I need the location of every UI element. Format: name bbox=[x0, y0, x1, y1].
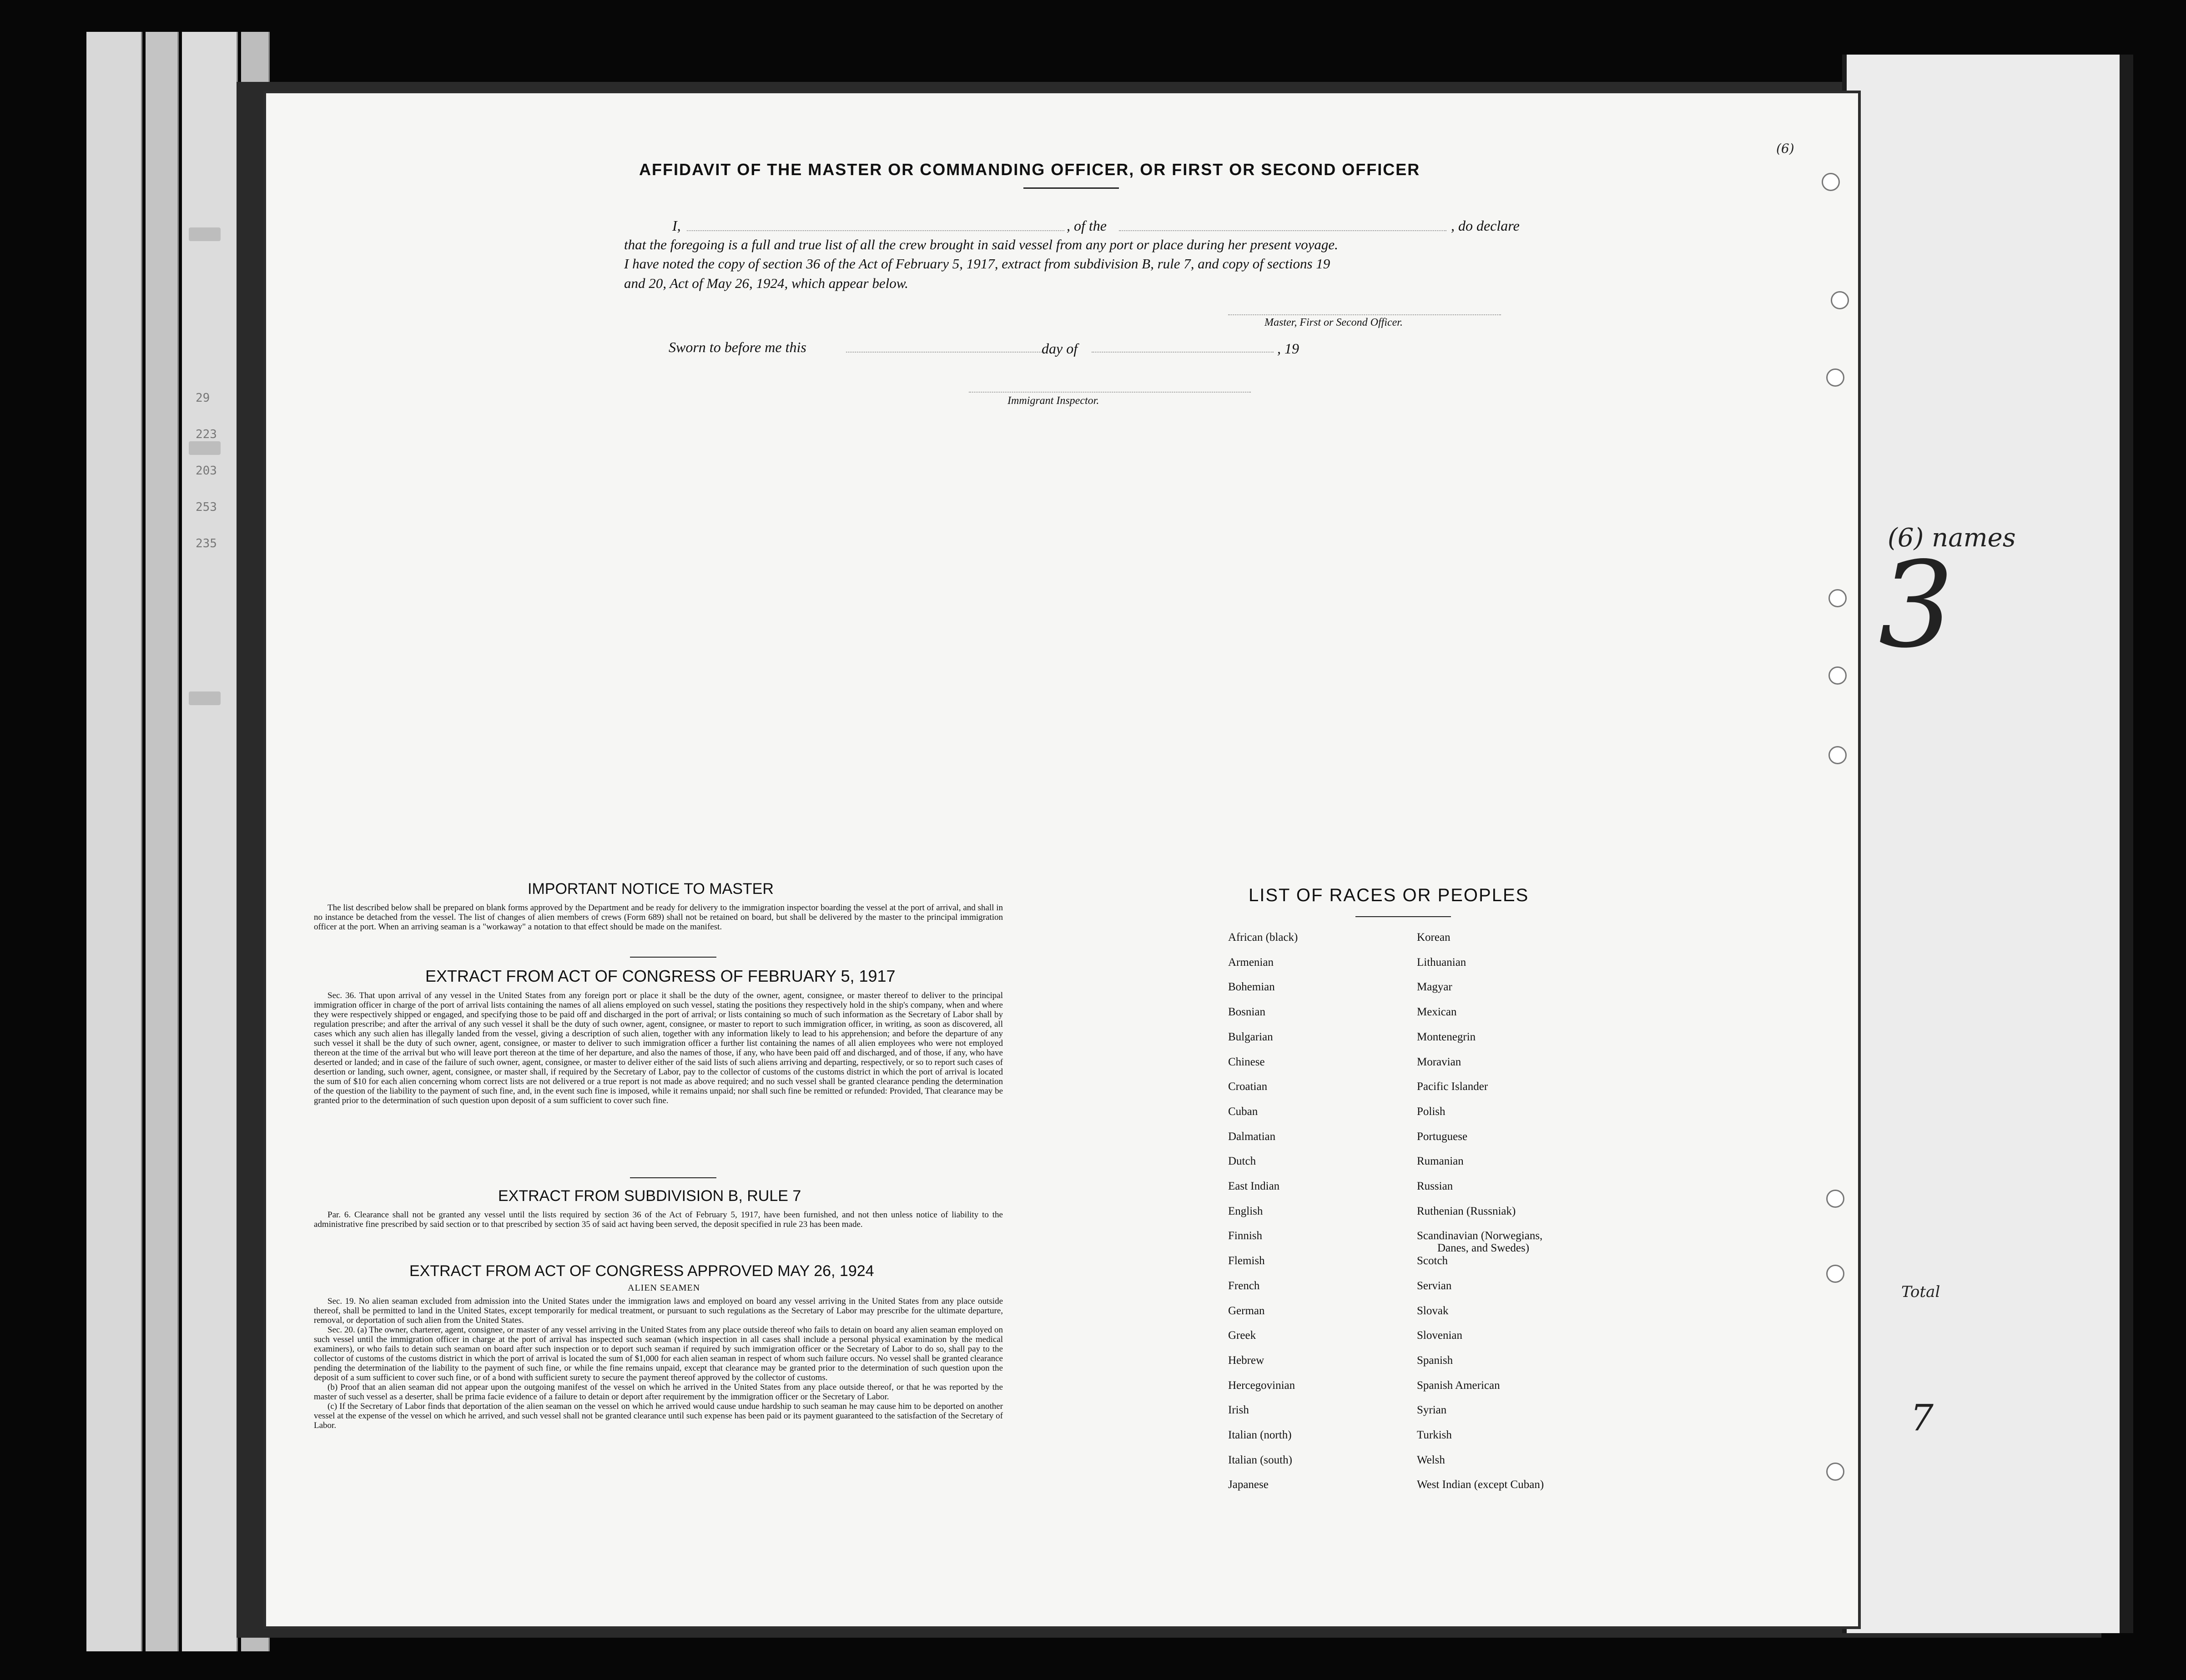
race-item: Irish bbox=[1228, 1404, 1249, 1417]
race-item: Korean bbox=[1417, 931, 1451, 943]
sworn-text: Sworn to before me this bbox=[669, 339, 806, 355]
race-item: Mexican bbox=[1417, 1006, 1457, 1019]
punch-hole bbox=[1828, 589, 1847, 607]
binder-tab bbox=[189, 227, 221, 241]
race-item: Greek bbox=[1228, 1329, 1256, 1342]
handwritten-numeral: 7 bbox=[1910, 1397, 1934, 1439]
race-item: Servian bbox=[1417, 1279, 1452, 1292]
punch-hole bbox=[1826, 1463, 1844, 1481]
extract-1917-text bbox=[314, 991, 1003, 1105]
race-item: East Indian bbox=[1228, 1180, 1280, 1192]
race-item: German bbox=[1228, 1304, 1265, 1317]
race-item-continued: Danes, and Swedes) bbox=[1437, 1242, 1530, 1255]
race-item: Hercegovinian bbox=[1228, 1379, 1295, 1392]
handwritten-numeral: 3 bbox=[1879, 537, 1954, 674]
race-item: Scotch bbox=[1417, 1255, 1448, 1267]
margin-stamp: 235 bbox=[196, 537, 217, 550]
affidavit-i: I, bbox=[672, 217, 681, 234]
race-item: Magyar bbox=[1417, 981, 1452, 994]
par-6-paragraph: Par. 6. Clearance shall not be granted any vessel until the lists required by section 36 of the Act of February 5, 1917, have been furnished, and not then unless notice of liability to the administrative fine prescribed by said section or to that prescribed by section 35 of said act having been served, the deposit specified in rule 23 has been made. bbox=[314, 1210, 1003, 1229]
affidavit-line3: I have noted the copy of section 36 of the Act of February 5, 1917, extract from subdivision B, rule 7, and copy of sections 19 bbox=[624, 256, 1330, 272]
race-item: African (black) bbox=[1228, 931, 1298, 943]
race-item: Moravian bbox=[1417, 1055, 1461, 1068]
race-item: Japanese bbox=[1228, 1478, 1269, 1491]
race-item: Spanish American bbox=[1417, 1379, 1500, 1392]
signature-blank bbox=[1228, 314, 1501, 315]
race-item: Russian bbox=[1417, 1180, 1453, 1192]
page-edge bbox=[182, 32, 238, 1651]
handwritten-total-label: Total bbox=[1901, 1283, 1940, 1301]
race-item: Slovak bbox=[1417, 1304, 1449, 1317]
punch-hole bbox=[1826, 1190, 1844, 1208]
page-edge bbox=[146, 32, 179, 1651]
sec-20b-paragraph: (b) Proof that an alien seaman did not appear upon the outgoing manifest of the vessel on which he arrived in the United States from any place outside thereof, or that he was reported by the master of such vessel as a deserter, shall be prima facie evidence of a failure to detain or deport after requirement by the immigration officer or the Secretary of Labor. bbox=[314, 1382, 1003, 1402]
punch-hole bbox=[1822, 173, 1840, 191]
affidavit-line2: that the foregoing is a full and true list of all the crew brought in said vessel from any port or place during her present voyage. bbox=[624, 237, 1338, 252]
race-item: Lithuanian bbox=[1417, 956, 1466, 969]
race-item: Dalmatian bbox=[1228, 1130, 1276, 1143]
race-item: Armenian bbox=[1228, 956, 1274, 969]
margin-stamp: 29 bbox=[196, 391, 210, 405]
punch-hole bbox=[1828, 746, 1847, 764]
punch-hole bbox=[1826, 368, 1844, 387]
race-item: Bulgarian bbox=[1228, 1030, 1273, 1043]
race-item: Dutch bbox=[1228, 1155, 1256, 1168]
race-item: Bohemian bbox=[1228, 981, 1275, 994]
margin-stamp: 253 bbox=[196, 500, 217, 514]
race-item: Syrian bbox=[1417, 1404, 1447, 1417]
binder-tab bbox=[189, 691, 221, 705]
sec-20c-paragraph: (c) If the Secretary of Labor finds that deportation of the alien seaman on the vessel on which he arrived would cause undue hardship to such seaman he may cause him to be deported on another vessel at the expense of the vessel on which he arrived, and such vessel shall not be granted clearance until such expense has been paid or its payment guaranteed to the satisfaction of the Secretary of Labor. bbox=[314, 1402, 1003, 1430]
race-item: English bbox=[1228, 1205, 1263, 1217]
race-item: Croatian bbox=[1228, 1080, 1268, 1093]
title-rule bbox=[1023, 187, 1119, 189]
name-blank bbox=[687, 230, 1064, 231]
race-item: Italian (north) bbox=[1228, 1429, 1292, 1441]
race-item: Bosnian bbox=[1228, 1006, 1265, 1019]
section-36-paragraph: Sec. 36. That upon arrival of any vessel in the United States from any foreign port or place it shall be the duty of the owner, agent, consignee, or master thereof to deliver to the principal immigration officer in charge of the port of arrival lists containing the names of all aliens employed on such vessel, stating the positions they respectively hold in the ship's company, when and where they were respectively shipped or engaged, and specifying those to be paid off and discharged in the port of arrival; or lists containing so much of such information as the Secretary of Labor shall by regulation prescribe; and after the arrival of any such vessel it shall be the duty of such owner, agent, consignee, or master to report to such immigration officer, in writing, as soon as discovered, all cases which any such alien has illegally landed from the vessel, giving a description of such alien, together with any information likely to lead to his apprehension; and before the departure of any such vessel it shall be the duty of such owner, agent, consignee, or master to deliver to such immigration officer a further list containing the names of all alien employees who were not employed thereon at the time of the arrival but who will leave port thereon at the time of her departure, and also the names of those, if any, who have been paid off and discharged, and of those, if any, who have deserted or landed; and in case of the failure of such owner, agent, consignee, or master to deliver either of the said lists of such aliens arriving and departing, respectively, or so to report such cases of desertion or landing, such owner, agent, consignee, or master shall, if required by the Secretary of Labor, pay to the collector of customs of the customs district in which the port of arrival is located the sum of $10 for each alien concerning whom correct lists are not delivered or a true report is not made as above required; and no such vessel shall be granted clearance pending the determination of the question of the liability to the payment of such fine, and, in the event such fine is imposed, while it remains unpaid; nor shall such fine be remitted or refunded: Provided, That clearance may be granted prior to the determination of such question upon deposit of a sum sufficient to cover such fine. bbox=[314, 991, 1003, 1105]
race-item: Pacific Islander bbox=[1417, 1080, 1488, 1093]
notice-paragraph: The list described below shall be prepared on blank forms approved by the Department and be ready for delivery to the immigration inspector boarding the vessel at the port of arrival, and shall in no instance be detached from the vessel. The list of changes of alien members of crews (Form 689) shall not be retained on board, but shall be delivered by the master to the principal immigration officer at the port. When an arriving seaman is a "workaway" a notation to that effect should be made on the manifest. bbox=[314, 903, 1003, 932]
race-item: Scandinavian (Norwegians, bbox=[1417, 1230, 1543, 1242]
inspector-blank bbox=[969, 391, 1251, 393]
race-item: Cuban bbox=[1228, 1105, 1258, 1118]
subdivision-text bbox=[314, 1210, 1003, 1229]
race-item: Portuguese bbox=[1417, 1130, 1468, 1143]
underlying-page bbox=[1847, 55, 2120, 1633]
race-item: Turkish bbox=[1417, 1429, 1452, 1441]
page-number: (6) bbox=[1776, 141, 1794, 156]
race-item: Montenegrin bbox=[1417, 1030, 1476, 1043]
race-item: Italian (south) bbox=[1228, 1453, 1292, 1466]
race-item: French bbox=[1228, 1279, 1260, 1292]
race-item: Spanish bbox=[1417, 1354, 1453, 1367]
page-edge bbox=[86, 32, 142, 1651]
punch-hole bbox=[1831, 291, 1849, 309]
underlying-sheet bbox=[1842, 55, 2133, 1633]
race-item: Chinese bbox=[1228, 1055, 1265, 1068]
notice-text bbox=[314, 903, 1003, 932]
race-item: West Indian (except Cuban) bbox=[1417, 1478, 1544, 1491]
signer-label: Master, First or Second Officer. bbox=[1264, 317, 1403, 328]
affidavit-declare: , do declare bbox=[1451, 217, 1520, 234]
month-blank bbox=[1092, 351, 1274, 353]
alien-seamen-heading: ALIEN SEAMEN bbox=[628, 1283, 700, 1293]
punch-hole bbox=[1828, 666, 1847, 685]
extract-1924-text bbox=[314, 1297, 1003, 1430]
races-rule bbox=[1355, 916, 1451, 917]
notice-title: IMPORTANT NOTICE TO MASTER bbox=[528, 880, 774, 898]
affidavit-title: AFFIDAVIT OF THE MASTER OR COMMANDING OFFICER, OR FIRST OR SECOND OFFICER bbox=[639, 160, 1420, 179]
punch-hole bbox=[1826, 1265, 1844, 1283]
race-item: Finnish bbox=[1228, 1230, 1263, 1242]
section-rule bbox=[630, 1177, 716, 1178]
binder-tab bbox=[189, 441, 221, 455]
margin-stamp: 223 bbox=[196, 428, 217, 441]
handwritten-note: (6) names bbox=[1888, 523, 2016, 553]
races-title: LIST OF RACES OR PEOPLES bbox=[1249, 885, 1529, 905]
year-text: , 19 bbox=[1277, 340, 1299, 357]
extract-1917-title: EXTRACT FROM ACT OF CONGRESS OF FEBRUARY 5, 1917 bbox=[425, 967, 896, 985]
margin-stamp: 203 bbox=[196, 464, 217, 478]
extract-1924-title: EXTRACT FROM ACT OF CONGRESS APPROVED MAY 26, 1924 bbox=[409, 1262, 874, 1280]
race-item: Ruthenian (Russniak) bbox=[1417, 1205, 1516, 1217]
inspector-label: Immigrant Inspector. bbox=[1007, 395, 1099, 407]
day-blank bbox=[846, 351, 1042, 353]
affidavit-line4: and 20, Act of May 26, 1924, which appear below. bbox=[624, 275, 908, 291]
sec-20a-paragraph: Sec. 20. (a) The owner, charterer, agent, consignee, or master of any vessel arriving in the United States from any place outside thereof who fails to detain on board any alien seaman employed on such vessel until the immigration officer in charge at the port of arrival has inspected such seaman (which inspection in all cases shall include a personal physical examination by the medical examiners), or who fails to detain such seaman on board after such inspection or to deport such seaman if required by such immigration officer or the Secretary of Labor to do so, shall pay to the collector of customs of the customs district in which the port of arrival is located the sum of $1,000 for each alien seaman in respect of whom such failure occurs. No vessel shall be granted clearance pending the determination of the liability to the payment of such fine, or while the fine remains unpaid, except that clearance may be granted prior to the determination of such question upon the deposit of a sum sufficient to cover such fine, or of a bond with sufficient surety to secure the payment thereof approved by the collector of customs. bbox=[314, 1325, 1003, 1382]
race-item: Slovenian bbox=[1417, 1329, 1462, 1342]
vessel-blank bbox=[1119, 230, 1446, 231]
race-item: Flemish bbox=[1228, 1255, 1265, 1267]
affidavit-of: , of the bbox=[1067, 217, 1107, 234]
subdivision-title: EXTRACT FROM SUBDIVISION B, RULE 7 bbox=[498, 1187, 801, 1205]
sec-19-paragraph: Sec. 19. No alien seaman excluded from admission into the United States under the immigration laws and employed on board any vessel arriving in the United States from any place outside thereof, shall be permitted to land in the United States, except temporarily for medical treatment, or pursuant to such regulations as the Secretary of Labor may prescribe for the ultimate departure, removal, or deportation of such alien from the United States. bbox=[314, 1297, 1003, 1325]
race-item: Rumanian bbox=[1417, 1155, 1464, 1168]
race-item: Polish bbox=[1417, 1105, 1446, 1118]
race-item: Hebrew bbox=[1228, 1354, 1264, 1367]
section-rule bbox=[630, 957, 716, 958]
race-item: Welsh bbox=[1417, 1453, 1445, 1466]
day-of-text: day of bbox=[1042, 340, 1078, 357]
